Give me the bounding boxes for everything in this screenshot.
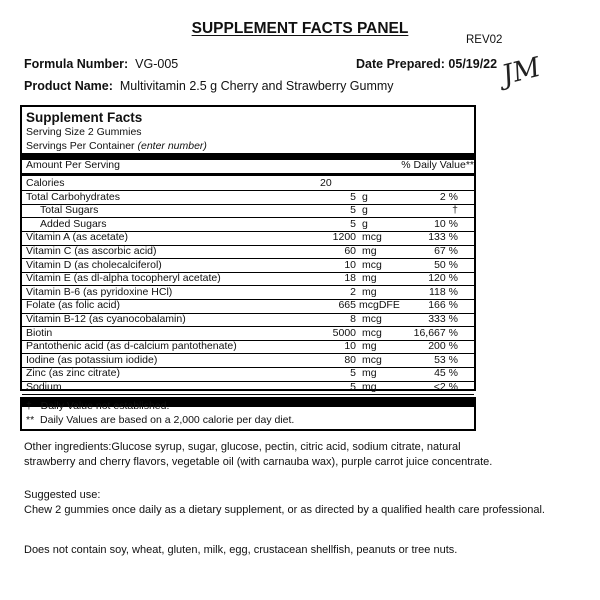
nutrient-name: Vitamin E (as dl-alpha tocopheryl acetate) xyxy=(26,272,221,285)
nutrient-amount: 5 xyxy=(350,190,356,203)
nutrient-name: Folate (as folic acid) xyxy=(26,299,120,312)
nutrient-amount: 5 xyxy=(350,204,356,217)
footnote-double-star xyxy=(26,414,294,426)
product-name xyxy=(24,79,394,93)
nutrient-row xyxy=(22,327,474,341)
nutrient-unit: mg xyxy=(362,381,377,393)
footnote-text: Daily Value not established. xyxy=(40,400,170,412)
nutrient-row xyxy=(22,381,474,395)
nutrient-row xyxy=(22,367,474,381)
nutrient-row xyxy=(22,245,474,259)
nutrient-daily-value: 16,667 % xyxy=(413,326,458,339)
nutrient-unit: mg xyxy=(362,340,377,353)
nutrient-unit: mg xyxy=(362,272,377,285)
panel-footnotes xyxy=(20,397,476,431)
nutrient-unit: g xyxy=(362,204,368,217)
nutrient-name: Vitamin B-6 (as pyridoxine HCl) xyxy=(26,285,173,298)
footnote-mark: ** xyxy=(26,414,35,426)
nutrient-name: Iodine (as potassium iodide) xyxy=(26,353,158,366)
servings-per-container xyxy=(26,140,207,152)
nutrient-name: Vitamin B-12 (as cyanocobalamin) xyxy=(26,313,186,325)
nutrient-amount: 10 xyxy=(344,258,356,271)
nutrient-amount: 20 xyxy=(320,177,332,189)
suggested-use-label: Suggested use: xyxy=(24,489,101,501)
nutrient-daily-value: <2 % xyxy=(433,381,458,393)
nutrient-name: Total Carbohydrates xyxy=(26,190,120,203)
medium-divider xyxy=(22,173,474,176)
date-value: 05/19/22 xyxy=(448,57,498,71)
nutrient-amount: 5 xyxy=(350,367,356,380)
nutrient-daily-value: 67 % xyxy=(434,245,458,257)
nutrient-name: Calories xyxy=(26,177,65,189)
nutrient-unit: mcg xyxy=(362,231,382,244)
nutrient-daily-value: 10 % xyxy=(434,217,458,230)
nutrient-name: Vitamin D (as cholecalciferol) xyxy=(26,258,162,271)
nutrient-row xyxy=(22,259,474,273)
nutrient-row xyxy=(22,231,474,245)
nutrient-unit: mcg xyxy=(362,353,382,366)
nutrient-amount: 5 xyxy=(350,217,356,230)
nutrient-unit: g xyxy=(362,217,368,230)
nutrient-row xyxy=(22,204,474,218)
signature-initials: JM xyxy=(498,51,544,92)
nutrient-name: Biotin xyxy=(26,326,53,339)
nutrient-name: Total Sugars xyxy=(40,204,99,217)
nutrient-amount: 1200 xyxy=(332,231,356,244)
footnote-text: Daily Values are based on a 2,000 calorie per day diet. xyxy=(40,414,295,426)
nutrient-name: Vitamin C (as ascorbic acid) xyxy=(26,245,157,257)
nutrient-unit: mcg xyxy=(362,313,382,325)
nutrient-amount: 18 xyxy=(344,272,356,285)
nutrient-amount: 8 xyxy=(350,313,356,325)
nutrient-row xyxy=(22,340,474,354)
nutrient-row xyxy=(22,286,474,300)
nutrient-daily-value: 53 % xyxy=(434,353,458,366)
servings-per-container-note: (enter number) xyxy=(137,140,207,152)
nutrient-unit: mcg xyxy=(362,326,382,339)
nutrient-row xyxy=(22,177,474,191)
suggested-use-text: Chew 2 gummies once daily as a dietary supplement, or as directed by a qualified health care professional. xyxy=(24,504,545,516)
nutrient-unit: mcgDFE xyxy=(359,299,400,312)
formula-number xyxy=(24,57,178,71)
nutrient-row xyxy=(22,191,474,205)
document-title-text: SUPPLEMENT FACTS PANEL xyxy=(191,20,409,37)
nutrient-daily-value: 200 % xyxy=(428,340,458,353)
nutrient-unit: mg xyxy=(362,367,377,380)
nutrient-amount: 60 xyxy=(344,245,356,257)
nutrient-amount: 5 xyxy=(350,381,356,393)
nutrient-unit: mg xyxy=(362,285,377,298)
nutrient-name: Pantothenic acid (as d-calcium pantothenate) xyxy=(26,340,237,353)
nutrient-daily-value: 120 % xyxy=(428,272,458,285)
other-ingredients xyxy=(24,440,492,470)
nutrient-unit: mg xyxy=(362,245,377,257)
formula-label: Formula Number: xyxy=(24,57,129,71)
nutrient-row xyxy=(22,299,474,313)
amount-per-serving-row xyxy=(22,159,474,173)
panel-title: Supplement Facts xyxy=(26,110,143,125)
footnote-dagger xyxy=(26,400,169,412)
nutrient-name: Zinc (as zinc citrate) xyxy=(26,367,120,380)
nutrient-daily-value: † xyxy=(452,204,458,217)
footnote-mark: † xyxy=(26,400,32,412)
nutrient-daily-value: 50 % xyxy=(434,258,458,271)
date-label: Date Prepared: xyxy=(356,57,445,71)
nutrient-name: Vitamin A (as acetate) xyxy=(26,231,128,244)
nutrient-row xyxy=(22,218,474,232)
amount-per-serving-label: Amount Per Serving xyxy=(26,159,120,171)
nutrient-daily-value: 2 % xyxy=(439,190,458,203)
nutrient-daily-value: 118 % xyxy=(429,285,458,298)
product-label: Product Name: xyxy=(24,79,113,93)
supplement-facts-panel xyxy=(20,105,476,391)
nutrient-amount: 5000 xyxy=(332,326,356,339)
nutrient-amount: 80 xyxy=(344,353,356,366)
suggested-use xyxy=(24,488,545,518)
nutrient-row xyxy=(22,272,474,286)
daily-value-header: % Daily Value** xyxy=(401,159,474,171)
nutrient-amount: 10 xyxy=(344,340,356,353)
nutrient-daily-value: 333 % xyxy=(428,313,458,325)
nutrient-unit: g xyxy=(362,190,368,203)
allergen-statement: Does not contain soy, wheat, gluten, milk, egg, crustacean shellfish, peanuts or tree nuts. xyxy=(24,544,458,556)
revision-label: REV02 xyxy=(466,34,503,46)
formula-value: VG-005 xyxy=(135,57,179,71)
other-ingredients-line1: Other ingredients:Glucose syrup, sugar, glucose, pectin, citric acid, sodium citrate, natural xyxy=(24,441,461,453)
nutrient-row xyxy=(22,313,474,327)
other-ingredients-line2: strawberry and cherry flavors, vegetable oil (with carnauba wax), purple carrot juice concentrate. xyxy=(24,456,493,468)
nutrient-amount: 665 xyxy=(338,299,356,312)
nutrient-unit: mcg xyxy=(362,258,382,271)
nutrient-name: Sodium xyxy=(26,381,62,393)
nutrient-daily-value: 45 % xyxy=(434,367,458,380)
nutrient-row xyxy=(22,354,474,368)
document-title xyxy=(0,20,600,38)
nutrient-name: Added Sugars xyxy=(40,217,107,230)
nutrient-amount: 2 xyxy=(350,285,356,298)
product-value: Multivitamin 2.5 g Cherry and Strawberry Gummy xyxy=(119,79,394,93)
nutrient-daily-value: 166 % xyxy=(428,299,458,312)
row-divider xyxy=(22,394,474,395)
date-prepared xyxy=(356,57,497,71)
nutrient-daily-value: 133 % xyxy=(428,231,458,244)
servings-per-container-label: Servings Per Container xyxy=(26,140,135,152)
serving-size: Serving Size 2 Gummies xyxy=(26,126,142,138)
